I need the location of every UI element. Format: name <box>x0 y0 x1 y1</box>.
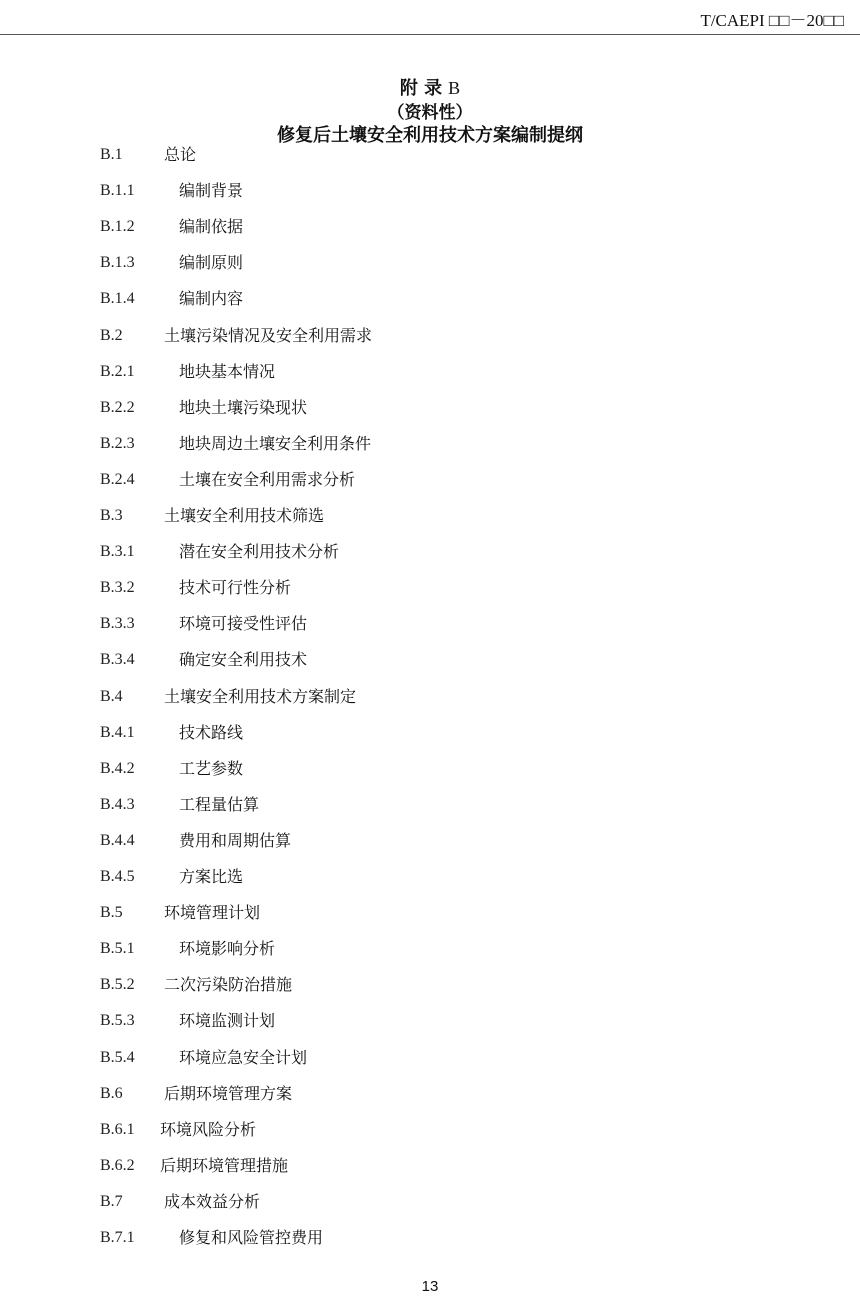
toc-item-number: B.2.3 <box>100 435 135 452</box>
page-number: 13 <box>421 1278 439 1295</box>
toc-item-number: B.6.2 <box>100 1157 135 1174</box>
appendix-nature: （资料性） <box>387 103 473 123</box>
toc-item-number: B.4.5 <box>100 868 135 885</box>
toc-item-label: 编制依据 <box>179 217 244 236</box>
toc-item-number: B.2 <box>100 327 123 344</box>
toc-item-number: B.1.4 <box>100 290 135 307</box>
toc-item-number: B.1.2 <box>100 218 135 235</box>
appendix-label: 附 录 <box>399 78 443 99</box>
toc-item-label: 环境风险分析 <box>160 1120 257 1139</box>
appendix-letter: B <box>448 78 461 98</box>
toc-item-label: 土壤安全利用技术方案制定 <box>164 687 357 706</box>
toc-item-label: 工程量估算 <box>179 795 260 814</box>
toc-item-number: B.3.4 <box>100 651 135 668</box>
toc-item-number: B.1 <box>100 146 123 163</box>
toc-item-label: 费用和周期估算 <box>179 831 292 850</box>
toc-item-number: B.2.4 <box>100 471 135 488</box>
toc-item-number: B.5.2 <box>100 976 135 993</box>
toc-item-label: 环境管理计划 <box>164 903 261 922</box>
toc-item-number: B.4.4 <box>100 832 135 849</box>
standard-code: T/CAEPI □□－20□□ <box>700 11 844 30</box>
toc-item-label: 编制背景 <box>179 181 244 200</box>
toc-item-label: 环境影响分析 <box>179 939 276 958</box>
toc-item-number: B.5.1 <box>100 940 135 957</box>
toc-item-number: B.4.3 <box>100 796 135 813</box>
toc-item-label: 地块基本情况 <box>179 362 276 381</box>
toc-item-number: B.1.3 <box>100 254 135 271</box>
toc-item-label: 工艺参数 <box>179 759 244 778</box>
toc-item-label: 潜在安全利用技术分析 <box>179 542 340 561</box>
toc-item-label: 编制内容 <box>179 289 244 308</box>
toc-item-number: B.1.1 <box>100 182 135 199</box>
toc-item-label: 二次污染防治措施 <box>164 975 293 994</box>
toc-item-number: B.4 <box>100 688 123 705</box>
toc-item-label: 地块周边土壤安全利用条件 <box>179 434 372 453</box>
toc-item-label: 环境应急安全计划 <box>179 1048 308 1067</box>
toc-item-label: 环境监测计划 <box>179 1011 276 1030</box>
toc-item-number: B.5.4 <box>100 1049 135 1066</box>
toc-item-label: 技术可行性分析 <box>179 578 292 597</box>
toc-item-number: B.7.1 <box>100 1229 135 1246</box>
toc-item-number: B.2.2 <box>100 399 135 416</box>
toc-item-number: B.4.2 <box>100 760 135 777</box>
toc-item-number: B.4.1 <box>100 724 135 741</box>
toc-item-label: 技术路线 <box>179 723 244 742</box>
toc-item-label: 土壤安全利用技术筛选 <box>164 506 325 525</box>
toc-item-label: 土壤在安全利用需求分析 <box>179 470 356 489</box>
toc-item-number: B.3.3 <box>100 615 135 632</box>
toc-item-number: B.5 <box>100 904 123 921</box>
toc-item-number: B.3.2 <box>100 579 135 596</box>
toc-item-number: B.3 <box>100 507 123 524</box>
toc-item-number: B.7 <box>100 1193 123 1210</box>
toc-item-number: B.5.3 <box>100 1012 135 1029</box>
toc-item-number: B.6 <box>100 1085 123 1102</box>
toc-item-label: 编制原则 <box>179 253 244 272</box>
toc-item-label: 成本效益分析 <box>164 1192 261 1211</box>
toc-item-number: B.6.1 <box>100 1121 135 1138</box>
toc-item-label: 后期环境管理措施 <box>160 1156 289 1175</box>
toc-item-label: 方案比选 <box>179 867 244 886</box>
toc-item-label: 总论 <box>164 145 197 164</box>
toc-item-number: B.2.1 <box>100 363 135 380</box>
toc-item-label: 土壤污染情况及安全利用需求 <box>164 326 373 345</box>
toc-item-label: 确定安全利用技术 <box>179 650 308 669</box>
toc-item-number: B.3.1 <box>100 543 135 560</box>
toc-item-label: 地块土壤污染现状 <box>179 398 308 417</box>
toc-item-label: 后期环境管理方案 <box>164 1084 293 1103</box>
appendix-title: 修复后土壤安全利用技术方案编制提纲 <box>277 125 583 146</box>
toc-item-label: 环境可接受性评估 <box>179 614 308 633</box>
toc-item-label: 修复和风险管控费用 <box>179 1228 324 1247</box>
